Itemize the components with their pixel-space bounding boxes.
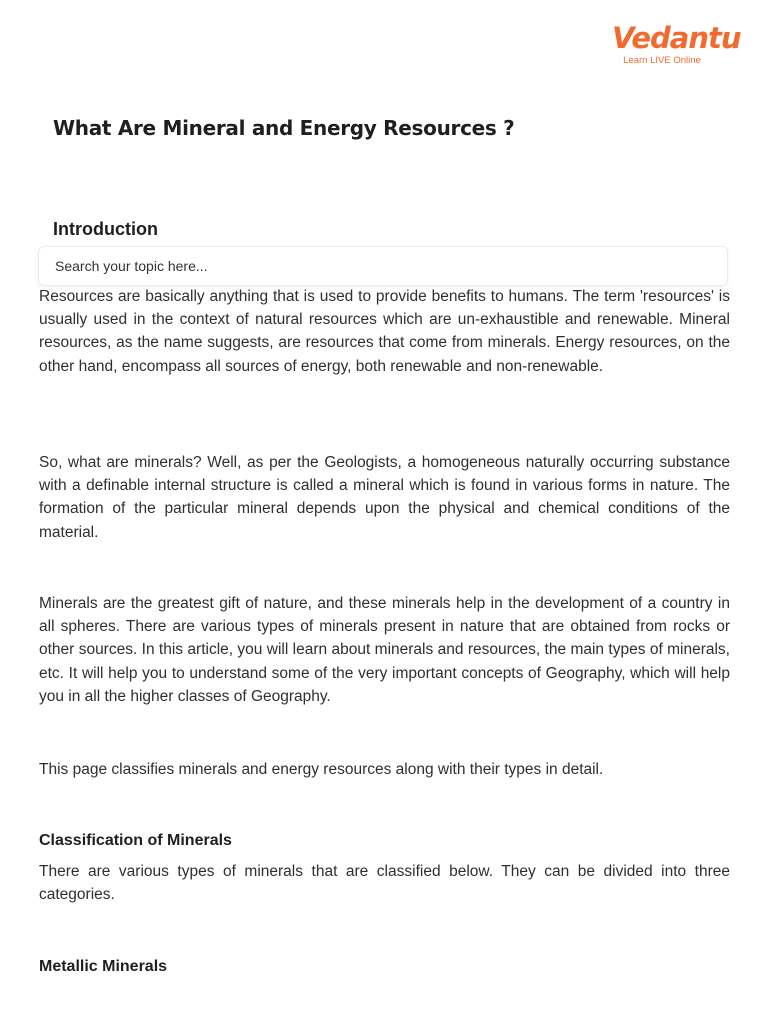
paragraph-classification: There are various types of minerals that are classified below. They can be divided into three categories. [39,863,730,904]
introduction-heading: Introduction [53,219,158,239]
paragraph-resources: Resources are basically anything that is used to provide benefits to humans. The term 'resources' is usually used in the context of natural resources which are un-exhaustible and renewable. Mineral resources, as the name suggests, are resources that come from minerals. Energy resources, on the other hand, encompass all sources of energy, both renewable and non-renewable. [39,288,730,375]
paragraph-minerals-gift: Minerals are the greatest gift of nature, and these minerals help in the development of a country in all spheres. There are various types of minerals present in nature that are obtained from rocks or other sources. In this article, you will learn about minerals and resources, the main types of minerals, etc. It will help you to understand some of the very important concepts of Geography, which will help you in all the higher classes of Geography. [39,595,730,705]
logo-brand-text: Vedantu [612,21,741,55]
paragraph-minerals-definition: So, what are minerals? Well, as per the Geologists, a homogeneous naturally occurring substance with a definable internal structure is called a mineral which is found in various forms in nature. The formation of the particular mineral depends upon the physical and chemical conditions of the material. [39,454,730,541]
logo-tagline: Learn LIVE Online [623,55,701,66]
page-title: What Are Mineral and Energy Resources ? [53,116,515,140]
metallic-minerals-heading: Metallic Minerals [39,958,168,975]
paragraph-page-summary: This page classifies minerals and energy resources along with their types in detail. [39,761,604,778]
search-box[interactable] [38,246,728,286]
search-input[interactable] [39,247,727,285]
vedantu-logo[interactable] [612,21,741,66]
classification-heading: Classification of Minerals [39,832,232,849]
